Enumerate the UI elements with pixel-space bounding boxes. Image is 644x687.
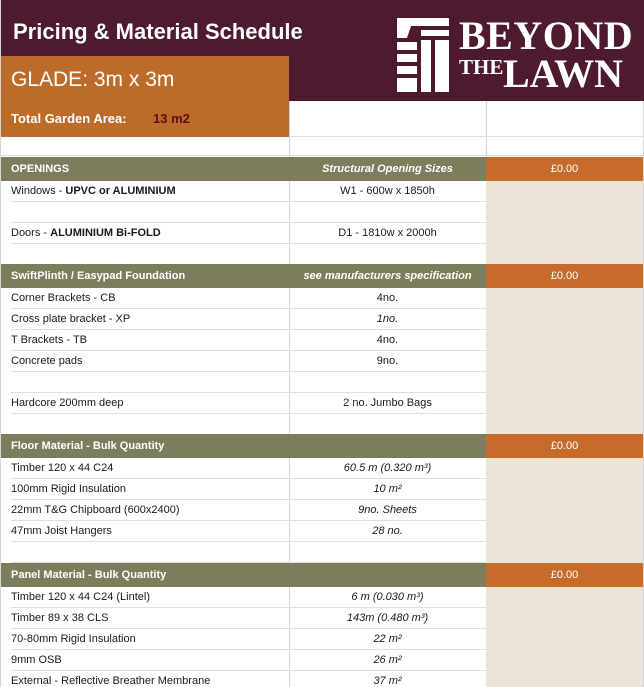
item-name: Timber 120 x 44 C24 (Lintel) [11, 587, 289, 608]
item-name [11, 181, 289, 202]
table-row [1, 458, 644, 479]
empty-cell [11, 542, 289, 563]
item-qty: 143m (0.480 m³) [289, 608, 486, 629]
table-row [1, 629, 644, 650]
doors-material: ALUMINIUM Bi-FOLD [50, 227, 161, 239]
section-price: £0.00 [486, 264, 643, 288]
empty-cell [289, 372, 486, 393]
item-size: W1 - 600w x 1850h [289, 181, 486, 202]
item-size: D1 - 1810w x 2000h [289, 223, 486, 244]
section-floor [1, 434, 644, 458]
windows-material: UPVC or ALUMINIUM [65, 185, 176, 197]
table-row [1, 330, 644, 351]
grid-line [289, 136, 644, 137]
item-name: Timber 89 x 38 CLS [11, 608, 289, 629]
empty-cell [11, 372, 289, 393]
item-qty: 26 m² [289, 650, 486, 671]
table-row-empty [1, 542, 644, 563]
table-row-doors [1, 223, 644, 244]
item-name [11, 223, 289, 244]
empty-cell [11, 202, 289, 223]
brand-the: THE [459, 55, 504, 79]
table-row-empty [1, 414, 644, 435]
table-row [1, 500, 644, 521]
item-qty: 9no. [289, 351, 486, 372]
empty-cell [289, 202, 486, 223]
table-row [1, 608, 644, 629]
item-qty: 9no. Sheets [289, 500, 486, 521]
section-title: Panel Material - Bulk Quantity [11, 569, 167, 581]
brand-name-line2 [459, 50, 623, 97]
table-row-empty [1, 244, 644, 265]
section-title: SwiftPlinth / Easypad Foundation [11, 270, 186, 282]
page-title: Pricing & Material Schedule [13, 19, 303, 44]
section-openings [1, 157, 644, 181]
total-area-value: 13 m2 [153, 111, 190, 126]
section-subtitle: Structural Opening Sizes [322, 163, 453, 175]
empty-cell [11, 414, 289, 435]
table-row-empty [1, 202, 644, 223]
empty-cell [289, 542, 486, 563]
table-row [1, 288, 644, 309]
item-qty: 4no. [289, 288, 486, 309]
item-name: T Brackets - TB [11, 330, 289, 351]
section-price: £0.00 [486, 563, 643, 587]
item-name: 100mm Rigid Insulation [11, 479, 289, 500]
table-row [1, 671, 644, 687]
item-qty: 2 no. Jumbo Bags [289, 393, 486, 414]
item-name: 70-80mm Rigid Insulation [11, 629, 289, 650]
table-row [1, 393, 644, 414]
item-qty: 6 m (0.030 m³) [289, 587, 486, 608]
item-qty: 1no. [289, 309, 486, 330]
item-qty: 22 m² [289, 629, 486, 650]
item-name: 22mm T&G Chipboard (600x2400) [11, 500, 289, 521]
item-qty: 60.5 m (0.320 m³) [289, 458, 486, 479]
table-row [1, 479, 644, 500]
section-title: Floor Material - Bulk Quantity [11, 440, 165, 452]
empty-cell [289, 244, 486, 265]
item-name: Cross plate bracket - XP [11, 309, 289, 330]
item-name: 9mm OSB [11, 650, 289, 671]
item-qty: 10 m² [289, 479, 486, 500]
item-name: Concrete pads [11, 351, 289, 372]
table-row [1, 309, 644, 330]
item-name: Corner Brackets - CB [11, 288, 289, 309]
section-foundation [1, 264, 644, 288]
item-name: External - Reflective Breather Membrane [11, 675, 211, 687]
table-row [1, 521, 644, 542]
table-row-windows [1, 181, 644, 202]
table-row [1, 587, 644, 608]
item-name: Timber 120 x 44 C24 [11, 458, 289, 479]
empty-cell [11, 244, 289, 265]
grid-line [1, 155, 644, 156]
item-qty: 4no. [289, 330, 486, 351]
brand-logo-mark [397, 18, 449, 92]
section-panel [1, 563, 644, 587]
brand-name-line1: BEYOND [459, 13, 634, 58]
section-price: £0.00 [486, 157, 643, 181]
section-title: OPENINGS [11, 163, 70, 175]
empty-cell [289, 414, 486, 435]
item-name: Hardcore 200mm deep [11, 393, 289, 414]
total-area-label: Total Garden Area: [11, 111, 127, 126]
project-name: GLADE: 3m x 3m [11, 68, 175, 91]
table-row [1, 650, 644, 671]
windows-label: Windows - [11, 185, 66, 197]
section-price: £0.00 [486, 434, 643, 458]
section-subtitle: see manufacturers specification [303, 270, 472, 282]
doors-label: Doors - [11, 227, 51, 239]
brand-logo [397, 13, 634, 96]
item-name: 47mm Joist Hangers [11, 521, 289, 542]
table-row [1, 351, 644, 372]
brand-lawn: LAWN [503, 51, 624, 96]
item-qty: 37 m² [373, 675, 402, 687]
item-qty: 28 no. [289, 521, 486, 542]
project-summary [1, 56, 289, 137]
table-row-empty [1, 372, 644, 393]
